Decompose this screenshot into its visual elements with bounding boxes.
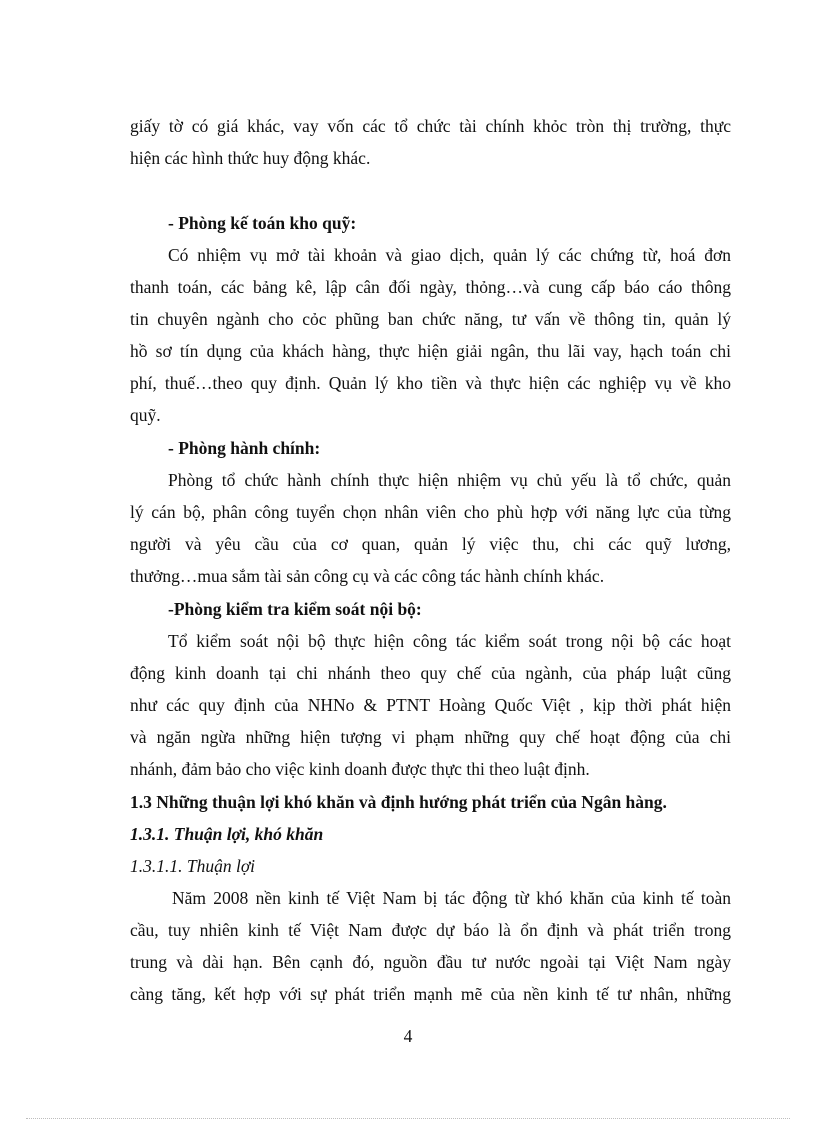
chapter-heading: 1.3 Những thuận lợi khó khăn và định hướng phát triển của Ngân hàng.: [130, 792, 667, 812]
paragraph-line: thanh toán, các bảng kê, lập cân đối ngày, thỏng…và cung cấp báo cáo thông: [130, 277, 731, 297]
paragraph-line: lý cán bộ, phân công tuyển chọn nhân viên cho phù hợp với năng lực của từng: [130, 502, 731, 522]
paragraph-line: nhánh, đảm bảo cho việc kinh doanh được thực thi theo luật định.: [130, 759, 590, 779]
paragraph-line: trung và dài hạn. Bên cạnh đó, nguồn đầu tư nước ngoài tại Việt Nam ngày: [130, 952, 731, 972]
paragraph-line: động kinh doanh tại chi nhánh theo quy chế của ngành, của pháp luật cũng: [130, 663, 731, 683]
paragraph-line: hiện các hình thức huy động khác.: [130, 148, 371, 168]
section-heading: - Phòng kế toán kho quỹ:: [168, 213, 357, 233]
page-bottom-divider: [26, 1118, 790, 1119]
paragraph-line: giấy tờ có giá khác, vay vốn các tổ chức tài chính khỏc tròn thị trường, thực: [130, 116, 731, 136]
paragraph-line: Tổ kiểm soát nội bộ thực hiện công tác kiểm soát trong nội bộ các hoạt: [168, 631, 731, 651]
paragraph-line: và ngăn ngừa những hiện tượng vi phạm những quy chế hoạt động của chi: [130, 727, 731, 747]
paragraph-line: tin chuyên ngành cho cỏc phũng ban chức năng, tư vấn về thông tin, quản lý: [130, 309, 731, 329]
paragraph-line: người và yêu cầu của cơ quan, quản lý việc thu, chi các quỹ lương,: [130, 534, 731, 554]
paragraph-line: Có nhiệm vụ mở tài khoản và giao dịch, quản lý các chứng từ, hoá đơn: [168, 245, 731, 265]
section-heading: - Phòng hành chính:: [168, 438, 321, 458]
subsection-heading: 1.3.1. Thuận lợi, khó khăn: [130, 824, 324, 844]
page-number: 4: [403, 1026, 413, 1046]
section-heading: -Phòng kiểm tra kiểm soát nội bộ:: [168, 599, 422, 619]
paragraph-line: càng tăng, kết hợp với sự phát triển mạnh mẽ của nền kinh tế tư nhân, những: [130, 984, 731, 1004]
paragraph-line: Phòng tổ chức hành chính thực hiện nhiệm vụ chủ yếu là tổ chức, quản: [168, 470, 731, 490]
paragraph-line: quỹ.: [130, 405, 161, 425]
paragraph-line: thưởng…mua sắm tài sản công cụ và các công tác hành chính khác.: [130, 566, 605, 586]
paragraph-line: Năm 2008 nền kinh tế Việt Nam bị tác động từ khó khăn của kinh tế toàn: [172, 888, 731, 908]
paragraph-line: hồ sơ tín dụng của khách hàng, thực hiện giải ngân, thu lãi vay, hạch toán chi: [130, 341, 731, 361]
subsubsection-heading: 1.3.1.1. Thuận lợi: [130, 856, 256, 876]
paragraph-line: như các quy định của NHNo & PTNT Hoàng Quốc Việt , kịp thời phát hiện: [130, 695, 731, 715]
paragraph-line: cầu, tuy nhiên kinh tế Việt Nam được dự báo là ổn định và phát triển trong: [130, 920, 731, 940]
paragraph-line: phí, thuế…theo quy định. Quản lý kho tiền và thực hiện các nghiệp vụ về kho: [130, 373, 731, 393]
